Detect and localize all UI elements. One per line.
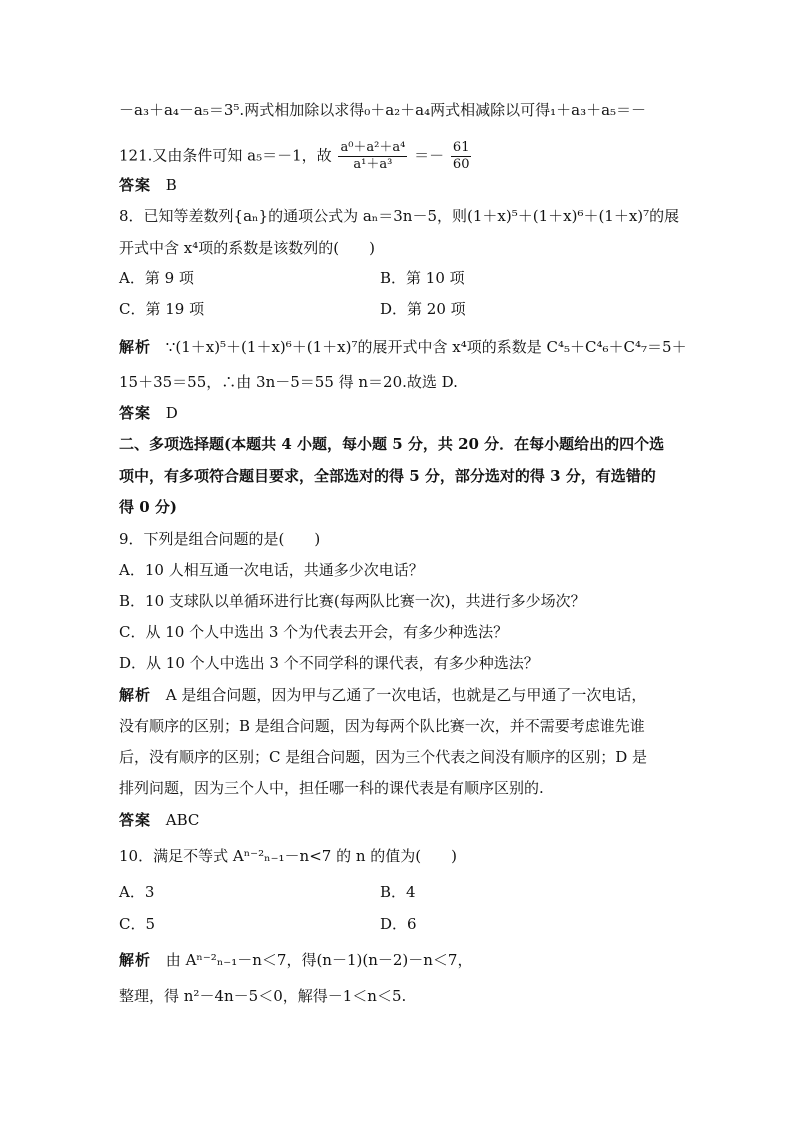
text: C．从 10 个人中选出 3 个为代表去开会，有多少种选法？ bbox=[119, 623, 509, 641]
option-b: B．第 10 项 bbox=[380, 269, 465, 287]
text: 后，没有顺序的区别；C 是组合问题，因为三个代表之间没有顺序的区别；D 是 bbox=[119, 748, 648, 766]
question-10-stem bbox=[119, 846, 457, 866]
fraction-numerator: a⁰＋a²＋a⁴ bbox=[340, 140, 406, 155]
fraction-result bbox=[451, 140, 472, 173]
answer-label: 答案 bbox=[119, 811, 152, 829]
answer-label: 答案 bbox=[119, 404, 152, 422]
question-10-options-row1 bbox=[119, 882, 416, 902]
text: A 是组合问题，因为甲与乙通了一次电话，也就是乙与甲通了一次电话， bbox=[165, 686, 647, 704]
text: 整理，得 n²－4n－5＜0，解得－1＜n＜5. bbox=[119, 987, 407, 1005]
section-heading-multi-choice bbox=[119, 434, 664, 454]
question-10-options-row2 bbox=[119, 914, 417, 934]
option-c: C．第 19 项 bbox=[119, 300, 205, 318]
fraction-denominator: a¹＋a³ bbox=[353, 157, 393, 172]
solution-10-line1 bbox=[119, 950, 472, 970]
answer-label: 答案 bbox=[119, 176, 152, 194]
text: 9．下列是组合问题的是( ) bbox=[119, 530, 321, 548]
section-heading-cont2 bbox=[119, 497, 177, 517]
question-9-stem bbox=[119, 529, 320, 549]
text: －a₃＋a₄－a₅＝3⁵.两式相加除以求得₀＋a₂＋a₄两式相减除以可得₁＋a₃＋a₅＝－ bbox=[119, 101, 647, 119]
solution-label: 解析 bbox=[119, 951, 152, 969]
question-9-option-c bbox=[119, 622, 508, 642]
text: 开式中含 x⁴项的系数是该数列的( ) bbox=[119, 239, 375, 257]
option-c: C．5 bbox=[119, 915, 156, 933]
text: 8．已知等差数列{aₙ}的通项公式为 aₙ＝3n－5，则(1＋x)⁵＋(1＋x)⁶＋(1＋x)⁷的展 bbox=[119, 207, 680, 225]
answer-value: B bbox=[165, 176, 177, 194]
text: ∵(1＋x)⁵＋(1＋x)⁶＋(1＋x)⁷的展开式中含 x⁴项的系数是 C⁴₅＋C⁴₆＋C⁴₇＝5＋ bbox=[165, 338, 687, 356]
option-a: A．第 9 项 bbox=[119, 269, 194, 287]
answer-value: D bbox=[165, 404, 178, 422]
solution-8-line1 bbox=[119, 337, 687, 357]
option-d: D．6 bbox=[380, 915, 417, 933]
fraction-denominator: 60 bbox=[452, 157, 470, 172]
question-9-option-a bbox=[119, 560, 424, 580]
question-8-options-row1 bbox=[119, 268, 465, 288]
text: A．10 人相互通一次电话，共通多少次电话？ bbox=[119, 561, 424, 579]
solution-line-sum-formula bbox=[119, 100, 646, 120]
fraction-even-odd bbox=[338, 140, 407, 173]
question-9-option-d bbox=[119, 653, 539, 673]
text: 15＋35＝55，∴由 3n－5＝55 得 n＝20.故选 D. bbox=[119, 373, 458, 391]
question-8-stem bbox=[119, 206, 679, 226]
answer-line-q7 bbox=[119, 175, 177, 195]
answer-line-q9 bbox=[119, 810, 199, 830]
text: D．从 10 个人中选出 3 个不同学科的课代表，有多少种选法？ bbox=[119, 654, 539, 672]
equals-sign: ＝－ bbox=[414, 146, 445, 165]
solution-9-line2 bbox=[119, 716, 645, 736]
option-a: A．3 bbox=[119, 883, 155, 901]
question-8-options-row2 bbox=[119, 299, 466, 319]
text: 二、多项选择题(本题共 4 小题，每小题 5 分，共 20 分．在每小题给出的四个选 bbox=[119, 435, 665, 453]
text: 121.又由条件可知 a₅＝－1，故 bbox=[119, 146, 332, 165]
solution-8-line2 bbox=[119, 372, 458, 392]
answer-value: ABC bbox=[165, 811, 200, 829]
text: 项中，有多项符合题目要求，全部选对的得 5 分，部分选对的得 3 分，有选错的 bbox=[119, 467, 656, 485]
question-9-option-b bbox=[119, 591, 586, 611]
answer-line-q8 bbox=[119, 403, 178, 423]
option-b: B．4 bbox=[380, 883, 416, 901]
solution-9-line3 bbox=[119, 747, 647, 767]
text: B．10 支球队以单循环进行比赛(每两队比赛一次)，共进行多少场次？ bbox=[119, 592, 586, 610]
fraction-numerator: 61 bbox=[452, 140, 470, 155]
option-d: D．第 20 项 bbox=[380, 300, 466, 318]
solution-9-line4 bbox=[119, 778, 544, 798]
text: 由 Aⁿ⁻²ₙ₋₁－n＜7，得(n－1)(n－2)－n＜7， bbox=[165, 951, 473, 969]
solution-10-line2 bbox=[119, 986, 406, 1006]
text: 排列问题，因为三个人中，担任哪一科的课代表是有顺序区别的. bbox=[119, 779, 544, 797]
solution-label: 解析 bbox=[119, 686, 152, 704]
solution-9-line1 bbox=[119, 685, 646, 705]
section-heading-cont1 bbox=[119, 466, 656, 486]
solution-label: 解析 bbox=[119, 338, 152, 356]
solution-line-conclusion bbox=[119, 140, 473, 173]
text: 得 0 分) bbox=[119, 498, 177, 516]
text: 没有顺序的区别；B 是组合问题，因为每两个队比赛一次，并不需要考虑谁先谁 bbox=[119, 717, 645, 735]
question-8-stem-cont bbox=[119, 238, 375, 258]
text: 10．满足不等式 Aⁿ⁻²ₙ₋₁－n<7 的 n 的值为( ) bbox=[119, 847, 457, 865]
